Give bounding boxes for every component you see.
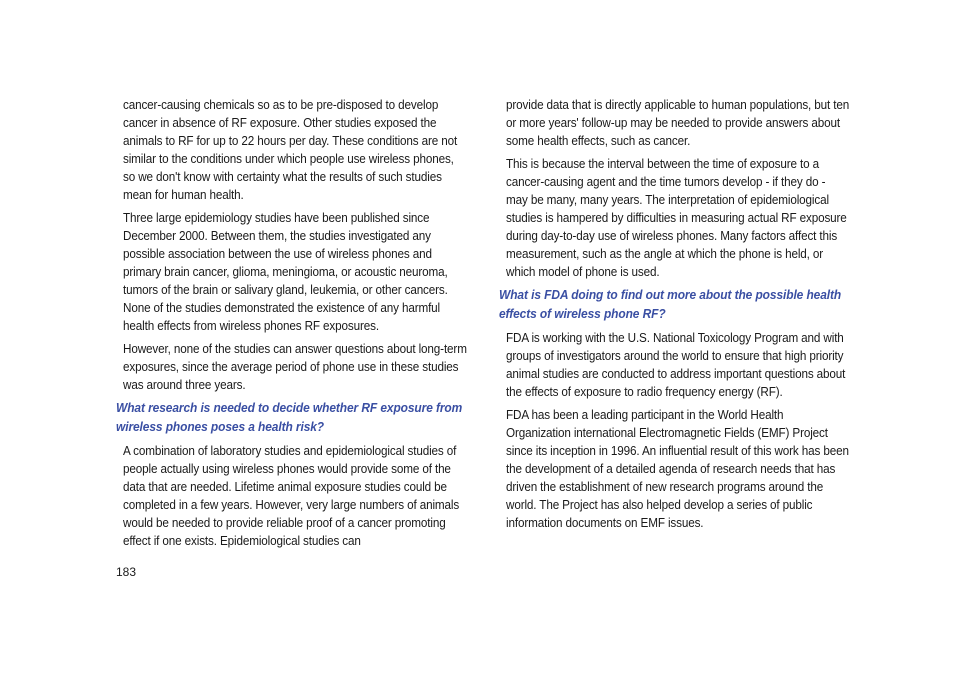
right-column [499, 96, 849, 537]
page-number: 183 [116, 565, 137, 579]
section-heading: What research is needed to decide whether RF exposure from wireless phones poses a health risk? [116, 401, 463, 434]
paragraph: However, none of the studies can answer questions about long-term exposures, since the average period of phone use in these studies was around three years. [123, 342, 467, 392]
paragraph: This is because the interval between the time of exposure to a cancer-causing agent and the time tumors develop - if they do - may be many, many years. The interpretation of epidemiological studies is hampered by difficulties in measuring actual RF exposure during day-to-day use of wireless phones. Many factors affect this measurement, such as the angle at which the phone is held, or which model of phone is used. [506, 157, 847, 279]
paragraph: provide data that is directly applicable to human populations, but ten or more years' follow-up may be needed to provide answers about some health effects, such as cancer. [506, 98, 850, 148]
paragraph: A combination of laboratory studies and epidemiological studies of people actually using wireless phones would provide some of the data that are needed. Lifetime animal exposure studies could be completed in a few years. However, very large numbers of animals would be needed to provide reliable proof of a cancer promoting effect if one exists. Epidemiological studies can [123, 444, 460, 548]
left-column [116, 96, 466, 555]
section-heading: What is FDA doing to find out more about the possible health effects of wireless phone RF? [499, 288, 842, 321]
paragraph: cancer-causing chemicals so as to be pre-disposed to develop cancer in absence of RF exposure. Other studies exposed the animals to RF for up to 22 hours per day. These conditions are not similar to the conditions under which people use wireless phones, so we don't know with certainty what the results of such studies mean for human health. [123, 98, 458, 202]
paragraph: Three large epidemiology studies have been published since December 2000. Between them, the studies investigated any possible association between the use of wireless phones and primary brain cancer, glioma, meningioma, or acoustic neuroma, tumors of the brain or salivary gland, leukemia, or other cancers. None of the studies demonstrated the existence of any harmful health effects from wireless phones RF exposures. [123, 211, 448, 333]
paragraph: FDA has been a leading participant in the World Health Organization international Electromagnetic Fields (EMF) Project since its inception in 1996. An influential result of this work has been the development of a detailed agenda of research needs that has driven the establishment of new research programs around the world. The Project has also helped develop a series of public information documents on EMF issues. [506, 408, 849, 530]
paragraph: FDA is working with the U.S. National Toxicology Program and with groups of investigators around the world to ensure that high priority animal studies are conducted to address important questions about the effects of exposure to radio frequency energy (RF). [506, 331, 846, 399]
